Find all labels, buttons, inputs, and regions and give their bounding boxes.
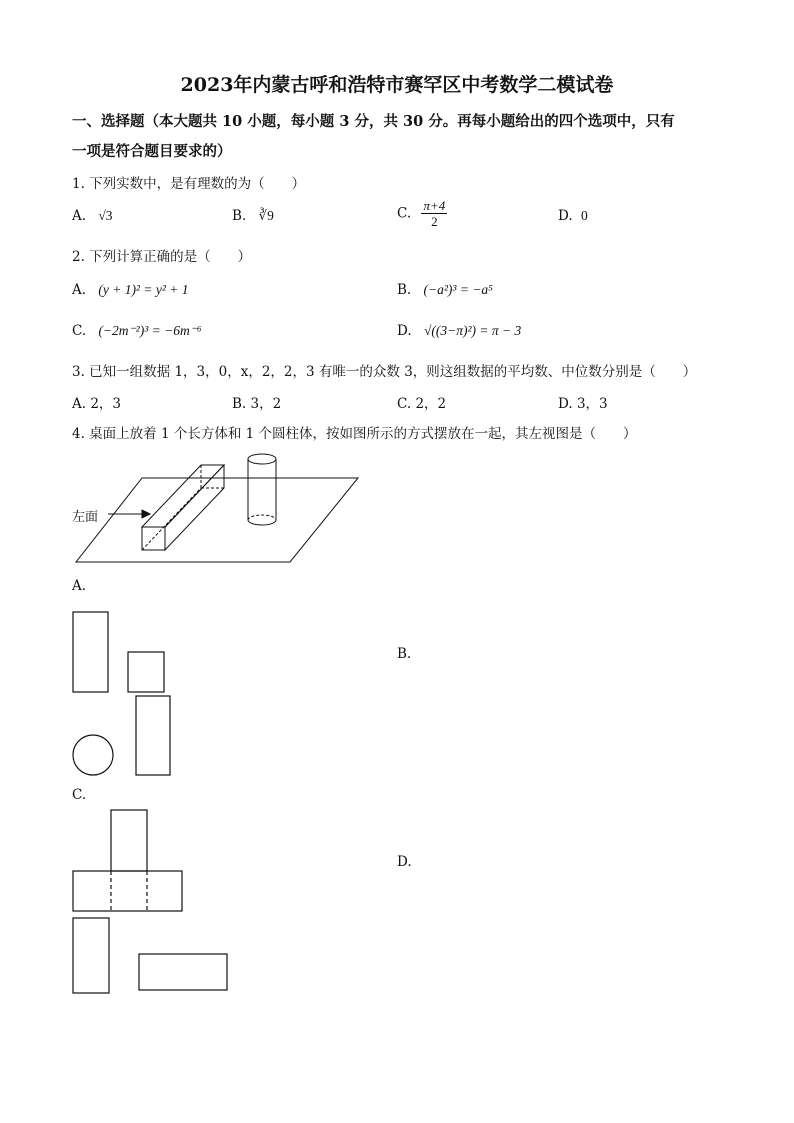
q3-option-b — [232, 392, 281, 412]
section-heading-line2: 一项是符合题目要求的） — [72, 143, 232, 160]
q1-option-c-fraction — [421, 198, 447, 229]
q1-option-c — [397, 198, 447, 229]
question-4-stem: 4. 桌面上放着 1 个长方体和 1 个圆柱体，按如图所示的方式摆放在一起，其左视图是（ ） — [72, 426, 637, 442]
q3-option-d-expr: 3，3 — [576, 396, 608, 412]
q2-option-c-expr: (−2m⁻²)³ = −6m⁻⁶ — [98, 323, 202, 338]
q4-option-a-figure — [73, 612, 164, 692]
q2-option-d — [397, 323, 521, 339]
q3-option-d-label: D. — [558, 396, 573, 412]
cuboid-side-face — [165, 465, 224, 550]
q2-option-a-label: A. — [72, 282, 87, 298]
q3-option-d — [558, 392, 608, 412]
q2-option-d-expr: √((3−π)²) = π − 3 — [423, 323, 522, 338]
figure-left-face-label: 左面 — [72, 510, 99, 525]
q1-option-a — [72, 208, 113, 224]
q4-perspective-figure — [76, 454, 358, 562]
q4-option-a-label: A. — [72, 578, 87, 594]
q1-option-d — [558, 208, 588, 224]
q3-option-a-expr: 2，3 — [90, 396, 122, 412]
q4-option-d-figure — [73, 918, 227, 993]
q1-option-b — [232, 208, 274, 224]
cuboid-hidden-edge-1 — [142, 488, 201, 550]
option-a-square — [128, 652, 164, 692]
section-heading-line1: 一、选择题（本大题共 10 小题，每小题 3 分，共 30 分。再每小题给出的四个选项中，只有 — [72, 113, 675, 130]
q1-option-d-expr: 0 — [580, 208, 588, 223]
q1-option-c-numerator: π+4 — [423, 198, 446, 213]
q3-option-c-expr: 2，2 — [415, 396, 447, 412]
q1-option-b-label: B. — [232, 208, 247, 224]
q3-option-c — [397, 392, 446, 412]
q1-option-a-label: A. — [72, 208, 87, 224]
q2-option-b — [397, 282, 493, 298]
question-2-stem: 2. 下列计算正确的是（ ） — [72, 249, 252, 265]
page-title: 2023年内蒙古呼和浩特市赛罕区中考数学二模试卷 — [180, 74, 614, 96]
q4-option-c-label: C. — [72, 787, 87, 803]
q3-option-b-label: B. — [232, 396, 247, 412]
q2-option-b-expr: (−a²)³ = −a⁵ — [423, 282, 493, 297]
option-b-circle — [73, 735, 113, 775]
q3-option-a — [72, 392, 121, 412]
question-1-stem: 1. 下列实数中，是有理数的为（ ） — [72, 176, 306, 192]
cylinder-shape — [248, 454, 276, 525]
q2-option-c — [72, 323, 202, 339]
option-a-tall-rect — [73, 612, 108, 692]
q3-option-a-label: A. — [72, 396, 87, 412]
q4-option-b-figure — [73, 696, 170, 775]
cuboid-top-face — [142, 465, 224, 527]
option-d-tall-rect — [73, 918, 109, 993]
option-d-wide-rect — [139, 954, 227, 990]
q2-option-a — [72, 282, 189, 298]
cylinder-bottom-back-arc — [248, 515, 276, 520]
cuboid-shape — [142, 465, 224, 550]
q2-option-b-label: B. — [397, 282, 412, 298]
q3-option-b-expr: 3，2 — [250, 396, 282, 412]
left-side-arrow-head — [142, 510, 150, 518]
q2-option-c-label: C. — [72, 323, 87, 339]
option-c-wide-rect — [73, 871, 182, 911]
q4-option-b-label: B. — [397, 646, 412, 662]
tabletop-plane — [76, 478, 358, 562]
q3-option-c-label: C. — [397, 396, 412, 412]
q1-option-c-label: C. — [397, 205, 412, 222]
q4-option-c-figure — [73, 810, 182, 911]
q2-option-a-expr: (y + 1)² = y² + 1 — [98, 282, 189, 297]
option-b-rect — [136, 696, 170, 775]
option-c-upper-rect — [111, 810, 147, 871]
q2-option-d-label: D. — [397, 323, 412, 339]
cuboid-front-face — [142, 527, 165, 550]
q1-option-b-expr: ∛9 — [258, 208, 274, 223]
q1-option-d-label: D. — [558, 208, 573, 224]
q4-option-d-label: D. — [397, 854, 412, 870]
question-3-stem: 3. 已知一组数据 1，3，0，x，2，2，3 有唯一的众数 3，则这组数据的平均数、中位数分别是（ ） — [72, 364, 697, 380]
q1-option-a-expr: √3 — [98, 208, 113, 223]
q1-option-c-denominator: 2 — [431, 214, 438, 229]
cylinder-bottom-front-arc — [248, 520, 276, 525]
cylinder-top-ellipse — [248, 454, 276, 464]
